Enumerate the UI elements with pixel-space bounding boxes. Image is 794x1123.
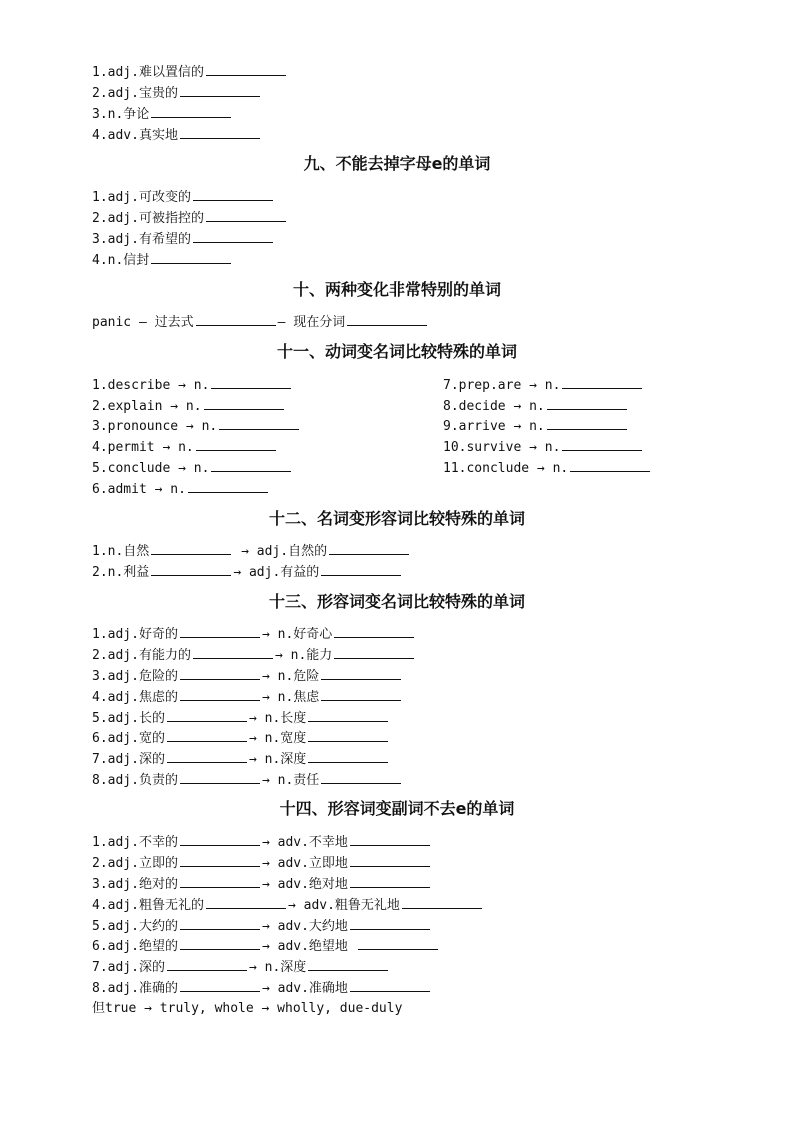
- list-item: [92, 750, 390, 769]
- answer-blank[interactable]: [334, 646, 414, 659]
- list-item: [443, 376, 644, 395]
- item-text: 1.adj.难以置信的: [92, 65, 204, 80]
- list-item: [92, 958, 390, 977]
- note-text: 但true → truly, whole → wholly, due-duly: [92, 1001, 403, 1016]
- answer-blank[interactable]: [350, 875, 430, 888]
- item-text: 3.pronounce → n.: [92, 419, 218, 434]
- list-item: [443, 438, 644, 457]
- answer-blank[interactable]: [180, 667, 260, 680]
- answer-blank[interactable]: [180, 875, 260, 888]
- answer-blank[interactable]: [180, 625, 260, 638]
- item-text: → adv.绝望地: [261, 939, 356, 954]
- item-text: 4.adj.焦虑的: [92, 690, 178, 705]
- list-item: [92, 833, 432, 852]
- item-text: 7.adj.深的: [92, 960, 165, 975]
- item-text: → n.长度: [248, 711, 307, 726]
- item-text: 8.decide → n.: [443, 399, 545, 414]
- section-title: 十一、动词变名词比较特殊的单词: [276, 342, 517, 361]
- item-text: 1.adj.不幸的: [92, 835, 178, 850]
- list-item: [92, 563, 403, 582]
- item-text: → adv.不幸地: [261, 835, 348, 850]
- answer-blank[interactable]: [151, 542, 231, 555]
- section-title: 十三、形容词变名词比较特殊的单词: [268, 592, 525, 611]
- answer-blank[interactable]: [193, 188, 273, 201]
- answer-blank[interactable]: [196, 438, 276, 451]
- answer-blank[interactable]: [180, 937, 260, 950]
- item-text: 4.permit → n.: [92, 440, 194, 455]
- answer-blank[interactable]: [167, 729, 247, 742]
- answer-blank[interactable]: [151, 563, 231, 576]
- answer-blank[interactable]: [334, 625, 414, 638]
- list-item: [92, 230, 275, 249]
- list-item: [92, 126, 262, 145]
- item-text: 7.prep.are → n.: [443, 378, 561, 393]
- item-text: → adv.准确地: [261, 981, 348, 996]
- item-text: 1.adj.可改变的: [92, 190, 191, 205]
- list-item: [443, 459, 652, 478]
- answer-blank[interactable]: [151, 251, 231, 264]
- answer-blank[interactable]: [347, 313, 427, 326]
- list-item: [443, 417, 629, 436]
- list-item: [92, 937, 440, 956]
- item-text: 2.explain → n.: [92, 399, 202, 414]
- item-text: → adv.绝对地: [261, 877, 348, 892]
- answer-blank[interactable]: [321, 563, 401, 576]
- item-text: 3.adj.危险的: [92, 669, 178, 684]
- item-text: 2.adj.立即的: [92, 856, 178, 871]
- answer-blank[interactable]: [211, 459, 291, 472]
- item-text: 2.adj.宝贵的: [92, 86, 178, 101]
- answer-blank[interactable]: [180, 688, 260, 701]
- answer-blank[interactable]: [402, 896, 482, 909]
- item-text: 7.adj.深的: [92, 752, 165, 767]
- list-item: [92, 313, 429, 332]
- answer-blank[interactable]: [167, 750, 247, 763]
- item-text: 8.adj.准确的: [92, 981, 178, 996]
- list-item: [92, 209, 288, 228]
- item-text: 6.adj.绝望的: [92, 939, 178, 954]
- list-item: [92, 875, 432, 894]
- list-item: [92, 979, 432, 998]
- list-item: [92, 63, 288, 82]
- item-text: 11.conclude → n.: [443, 461, 569, 476]
- list-item: [92, 105, 233, 124]
- answer-blank[interactable]: [180, 771, 260, 784]
- answer-blank[interactable]: [308, 958, 388, 971]
- list-item: [92, 542, 411, 561]
- item-text: 10.survive → n.: [443, 440, 561, 455]
- list-item: [92, 480, 270, 499]
- item-text: → n.责任: [261, 773, 320, 788]
- item-text: 2.adj.有能力的: [92, 648, 191, 663]
- item-text: panic — 过去式: [92, 315, 194, 330]
- answer-blank[interactable]: [350, 917, 430, 930]
- item-text: → adj.自然的: [241, 544, 328, 559]
- item-text: 4.adj.粗鲁无礼的: [92, 898, 204, 913]
- section-title: 十四、形容词变副词不去e的单词: [279, 799, 515, 818]
- answer-blank[interactable]: [167, 709, 247, 722]
- answer-blank[interactable]: [193, 646, 273, 659]
- list-item: [92, 417, 301, 436]
- list-item: [92, 729, 390, 748]
- item-text: → adv.粗鲁无礼地: [287, 898, 400, 913]
- answer-blank[interactable]: [321, 688, 401, 701]
- item-text: 5.conclude → n.: [92, 461, 210, 476]
- list-item: [92, 688, 403, 707]
- answer-blank[interactable]: [350, 833, 430, 846]
- answer-blank[interactable]: [350, 854, 430, 867]
- item-text: → n.宽度: [248, 731, 307, 746]
- answer-blank[interactable]: [547, 417, 627, 430]
- item-text: → adv.立即地: [261, 856, 348, 871]
- answer-blank[interactable]: [206, 209, 286, 222]
- item-text: — 现在分词: [277, 315, 346, 330]
- answer-blank[interactable]: [219, 417, 299, 430]
- list-item: [92, 854, 432, 873]
- answer-blank[interactable]: [180, 126, 260, 139]
- item-text: 1.describe → n.: [92, 378, 210, 393]
- answer-blank[interactable]: [206, 63, 286, 76]
- item-text: 5.adj.长的: [92, 711, 165, 726]
- list-item: [92, 251, 233, 270]
- item-text: 2.adj.可被指控的: [92, 211, 204, 226]
- list-item: [92, 438, 278, 457]
- answer-blank[interactable]: [188, 480, 268, 493]
- item-text: → n.危险: [261, 669, 320, 684]
- item-text: → n.好奇心: [261, 627, 333, 642]
- answer-blank[interactable]: [193, 230, 273, 243]
- item-text: 3.n.争论: [92, 107, 150, 122]
- list-item: [92, 397, 286, 416]
- list-item: [92, 917, 432, 936]
- answer-blank[interactable]: [204, 397, 284, 410]
- answer-blank[interactable]: [308, 709, 388, 722]
- item-text: → n.深度: [248, 752, 307, 767]
- list-item: [92, 646, 416, 665]
- list-item: [92, 376, 293, 395]
- list-item: [92, 84, 262, 103]
- answer-blank[interactable]: [211, 376, 291, 389]
- section-title: 十二、名词变形容词比较特殊的单词: [268, 509, 525, 528]
- item-text: 1.adj.好奇的: [92, 627, 178, 642]
- answer-blank[interactable]: [547, 397, 627, 410]
- item-text: → adj.有益的: [233, 565, 320, 580]
- list-item: [443, 397, 629, 416]
- item-text: → n.深度: [248, 960, 307, 975]
- section-title: 九、不能去掉字母e的单词: [303, 154, 491, 173]
- item-text: 2.n.利益: [92, 565, 150, 580]
- answer-blank[interactable]: [562, 376, 642, 389]
- item-text: 5.adj.大约的: [92, 919, 178, 934]
- answer-blank[interactable]: [321, 667, 401, 680]
- answer-blank[interactable]: [180, 833, 260, 846]
- list-item: [92, 709, 390, 728]
- item-text: 4.n.信封: [92, 253, 150, 268]
- list-item: [92, 667, 403, 686]
- answer-blank[interactable]: [180, 917, 260, 930]
- item-text: → n.能力: [274, 648, 333, 663]
- answer-blank[interactable]: [180, 854, 260, 867]
- answer-blank[interactable]: [321, 771, 401, 784]
- answer-blank[interactable]: [570, 459, 650, 472]
- item-text: 3.adj.绝对的: [92, 877, 178, 892]
- answer-blank[interactable]: [180, 84, 260, 97]
- list-item: [92, 459, 293, 478]
- item-text: 6.adj.宽的: [92, 731, 165, 746]
- answer-blank[interactable]: [350, 979, 430, 992]
- item-text: → n.焦虑: [261, 690, 320, 705]
- list-item: [92, 771, 403, 790]
- item-text: 3.adj.有希望的: [92, 232, 191, 247]
- list-item: [92, 625, 416, 644]
- answer-blank[interactable]: [308, 729, 388, 742]
- answer-blank[interactable]: [308, 750, 388, 763]
- answer-blank[interactable]: [358, 937, 438, 950]
- answer-blank[interactable]: [196, 313, 276, 326]
- item-text: 1.n.自然: [92, 544, 150, 559]
- answer-blank[interactable]: [329, 542, 409, 555]
- item-text: 6.admit → n.: [92, 482, 186, 497]
- item-text: 4.adv.真实地: [92, 128, 178, 143]
- item-text: 9.arrive → n.: [443, 419, 545, 434]
- answer-blank[interactable]: [167, 958, 247, 971]
- section-title: 十、两种变化非常特别的单词: [292, 280, 501, 299]
- list-item: [92, 896, 484, 915]
- item-text: 8.adj.负责的: [92, 773, 178, 788]
- list-item: [92, 188, 275, 207]
- answer-blank[interactable]: [206, 896, 286, 909]
- item-text: → adv.大约地: [261, 919, 348, 934]
- answer-blank[interactable]: [180, 979, 260, 992]
- answer-blank[interactable]: [562, 438, 642, 451]
- answer-blank[interactable]: [151, 105, 231, 118]
